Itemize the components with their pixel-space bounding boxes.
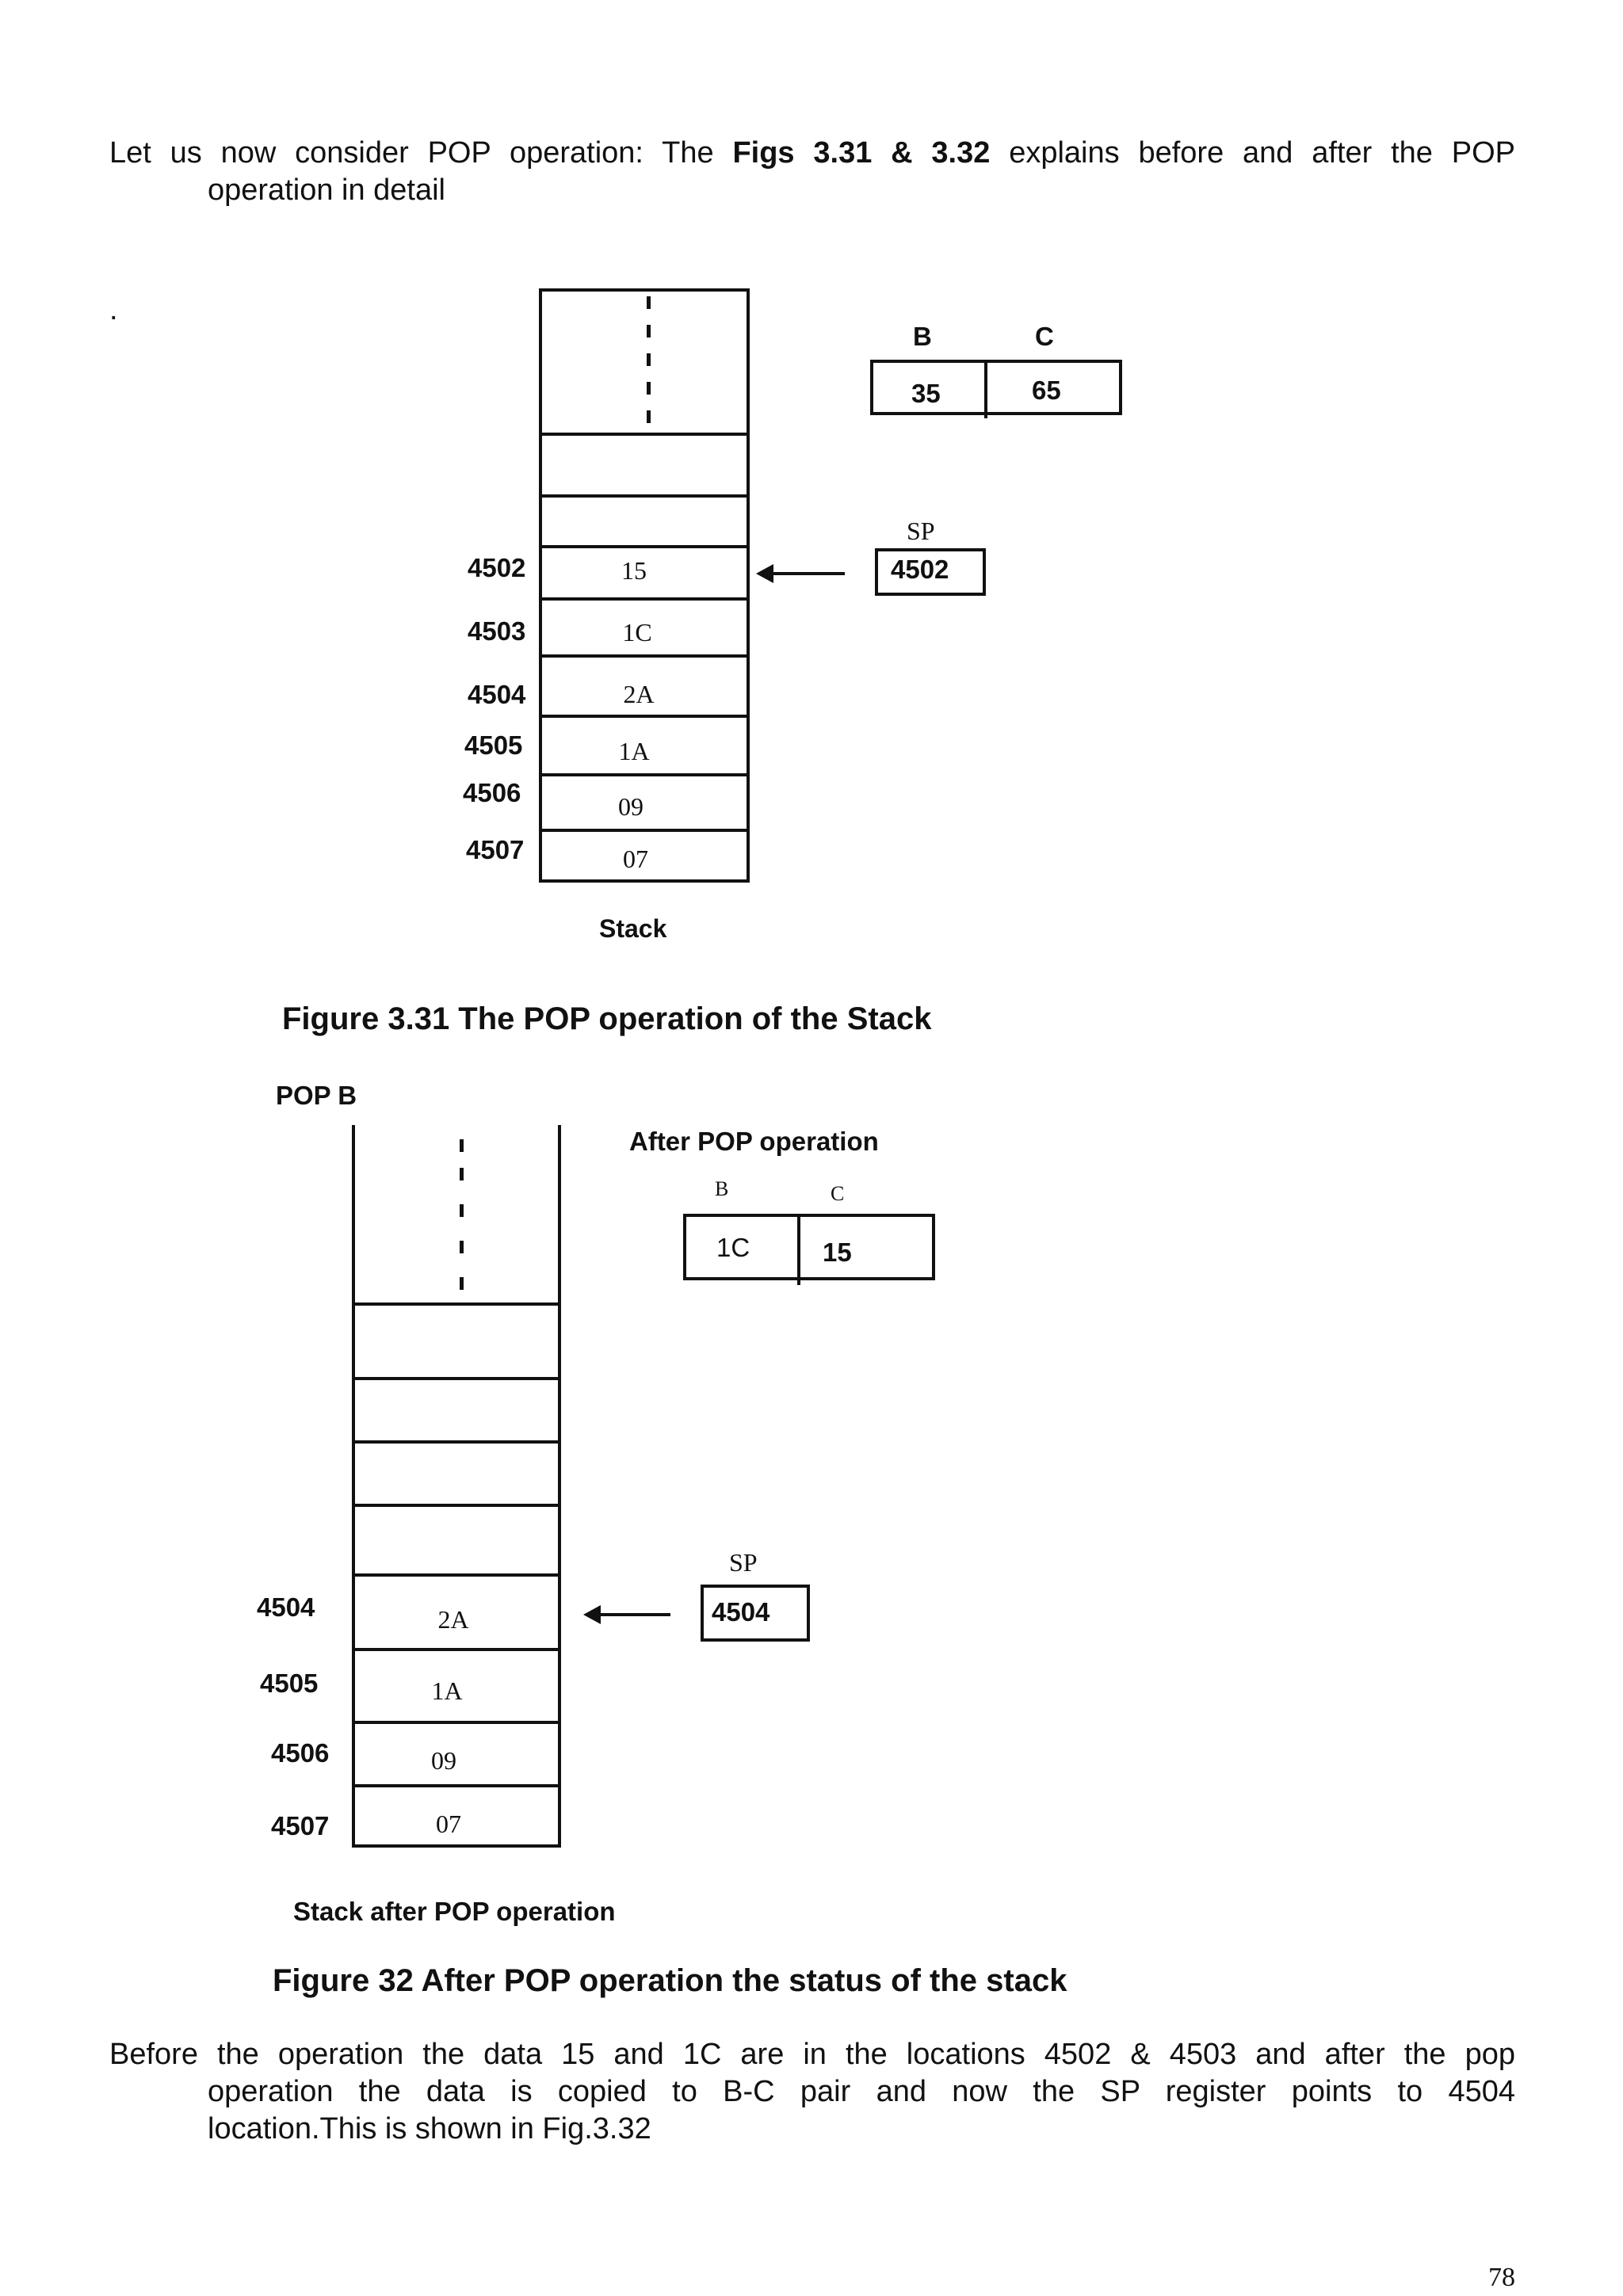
figure-3-31-caption: Figure 3.31 The POP operation of the Stack — [282, 1001, 932, 1036]
stack-address: 4504 — [257, 1592, 315, 1622]
sp-label: SP — [907, 517, 935, 545]
register-c-label: C — [831, 1182, 845, 1205]
stack-value: 2A — [623, 680, 655, 708]
figure-reference: Figs 3.31 & 3.32 — [732, 136, 991, 170]
figure-3-32-caption: Figure 32 After POP operation the status of the stack — [273, 1963, 1067, 1998]
register-pair-box — [870, 360, 1122, 415]
outro-line-1: Before the operation the data 15 and 1C are in the locations 4502 & 4503 and after the pop — [109, 2038, 1515, 2071]
register-b-value: 1C — [716, 1233, 750, 1262]
sp-value: 4504 — [712, 1597, 770, 1627]
sp-label: SP — [729, 1548, 758, 1577]
stack-value: 09 — [431, 1746, 456, 1775]
stack-address: 4506 — [271, 1738, 330, 1768]
outro-line-2: operation the data is copied to B-C pair and now the SP register points to 4504 — [208, 2075, 1515, 2108]
stack-value: 09 — [618, 792, 643, 821]
register-c-value: 65 — [1032, 376, 1061, 405]
outro-line-3: location.This is shown in Fig.3.32 — [208, 2112, 651, 2145]
sp-value: 4502 — [891, 555, 949, 584]
stack-value: 1C — [622, 618, 652, 646]
stack-address: 4506 — [463, 778, 521, 807]
stack-address: 4507 — [271, 1811, 330, 1840]
sp-pointer-arrow — [598, 1613, 670, 1616]
stack-address: 4503 — [468, 616, 526, 646]
register-c-value: 15 — [823, 1238, 852, 1267]
register-c-label: C — [1035, 322, 1054, 351]
stack-after-label: Stack after POP operation — [293, 1897, 616, 1926]
register-b-label: B — [913, 322, 932, 351]
sp-pointer-arrow — [770, 572, 845, 575]
stack-value: 07 — [436, 1810, 461, 1838]
stack-value: 2A — [437, 1605, 469, 1634]
outro-paragraph — [109, 2036, 1515, 2148]
stack-label: Stack — [599, 914, 667, 943]
stack-address: 4502 — [468, 553, 526, 582]
stack-address: 4505 — [260, 1669, 319, 1698]
after-pop-title: After POP operation — [629, 1127, 879, 1156]
stack-address: 4504 — [468, 680, 526, 709]
page-number: 78 — [1488, 2263, 1515, 2292]
stack-address: 4505 — [464, 730, 523, 760]
stack-value: 15 — [621, 556, 647, 585]
instruction-label: POP B — [276, 1081, 357, 1110]
intro-line-1: Let us now consider POP operation: The Figs 3.31 & 3.32 explains before and after the POP — [109, 136, 1516, 170]
stack-value: 07 — [623, 845, 648, 873]
register-b-value: 35 — [911, 379, 941, 408]
stray-dot: . — [109, 293, 118, 326]
intro-line-2: operation in detail — [208, 174, 445, 207]
intro-paragraph — [109, 135, 1515, 209]
register-b-label: B — [715, 1177, 729, 1200]
stack-value: 1A — [431, 1676, 463, 1705]
stack-value: 1A — [618, 737, 650, 765]
stack-address: 4507 — [466, 835, 525, 864]
